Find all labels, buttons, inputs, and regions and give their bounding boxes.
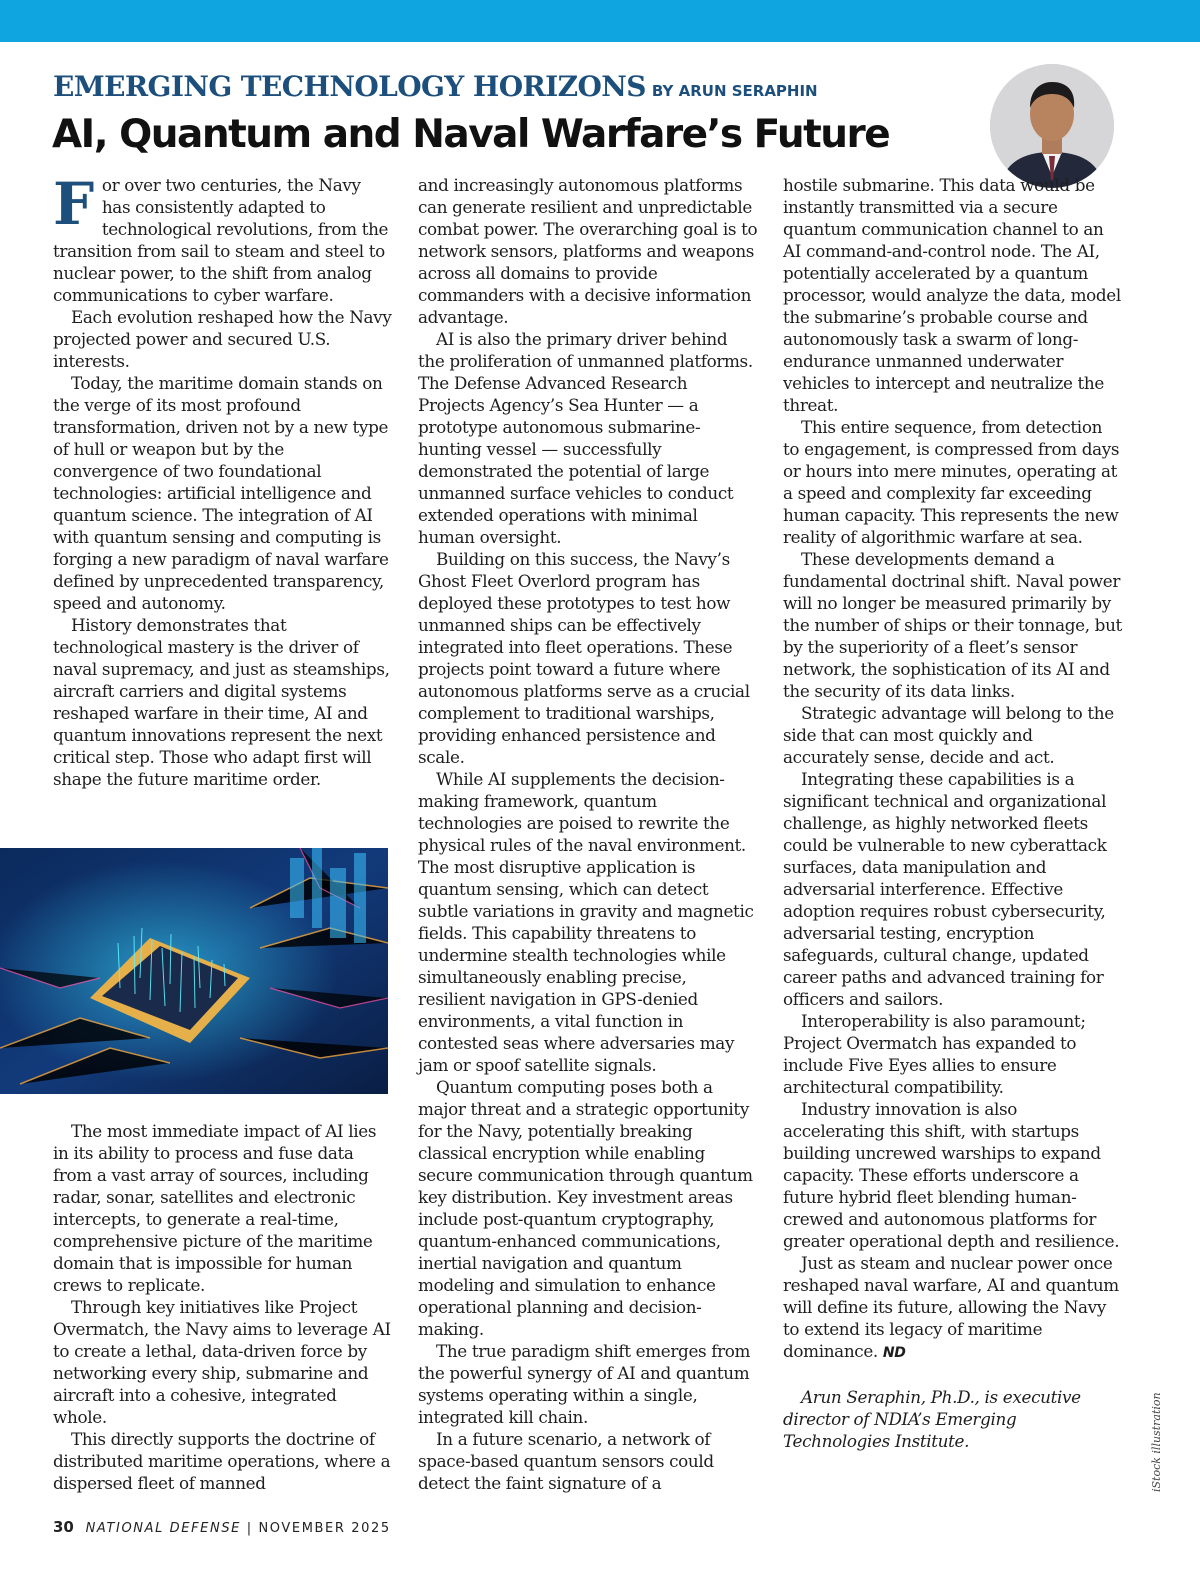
page-footer (53, 1518, 391, 1536)
paragraph: This entire sequence, from detection to engagement, is compressed from days or hours into mere minutes, operating at a speed and complexity far exceeding human capacity. This represents the new reality of algorithmic warfare at sea. (783, 417, 1120, 547)
article-column-1 (53, 170, 393, 790)
paragraph: Each evolution reshaped how the Navy projected power and secured U.S. interests. (53, 307, 392, 371)
quantum-chip-illustration (0, 848, 388, 1094)
paragraph: This directly supports the doctrine of distributed maritime operations, where a dispersed fleet of manned (53, 1429, 391, 1493)
paragraph: Strategic advantage will belong to the side that can most quickly and accurately sense, decide and act. (783, 703, 1114, 767)
article-column-1-lower (53, 1120, 393, 1494)
top-color-bar (0, 0, 1200, 42)
article-column-2 (418, 174, 758, 1494)
article-headline: AI, Quantum and Naval Warfare’s Future (52, 112, 890, 157)
paragraph: The true paradigm shift emerges from the powerful synergy of AI and quantum systems operating within a single, integrated kill chain. (418, 1341, 751, 1427)
end-mark: ND (882, 1345, 906, 1361)
drop-cap: F (53, 170, 94, 238)
paragraph: Integrating these capabilities is a significant technical and organizational challenge, as highly networked fleets could be vulnerable to new cyberattack surfaces, data manipulation and adversarial interference. Effective adoption requires robust cybersecurity, adversarial testing, encryption safeguards, cultural change, updated career paths and advanced training for officers and sailors. (783, 769, 1107, 1009)
paragraph: or over two centuries, the Navy has consistently adapted to technological revolutions, from the transition from sail to steam and steel to nuclear power, to the shift from analog communications to cyber warfare. (53, 175, 389, 305)
closing-paragraph (783, 1252, 1123, 1364)
paragraph: Industry innovation is also accelerating this shift, with startups building uncrewed warships to expand capacity. These efforts underscore a future hybrid fleet blending human-crewed and autonomous platforms for greater operational depth and resilience. (783, 1099, 1120, 1251)
footer-separator: | (246, 1521, 253, 1536)
paragraph: Today, the maritime domain stands on the verge of its most profound transformation, driven not by a new type of hull or weapon but by the convergence of two foundational technologies: artificial intelligence and quantum science. The integration of AI with quantum sensing and computing is forging a new paradigm of naval warfare defined by unprecedented transparency, speed and autonomy. (53, 373, 389, 613)
byline: BY ARUN SERAPHIN (651, 82, 818, 100)
paragraph: AI is also the primary driver behind the proliferation of unmanned platforms. The Defense Advanced Research Projects Agency’s Sea Hunter — a prototype autonomous submarine-hunting vessel — successfully demonstrated the potential of large unmanned surface vehicles to conduct extended operations with minimal human oversight. (418, 329, 753, 547)
paragraph: Building on this success, the Navy’s Ghost Fleet Overlord program has deployed these prototypes to test how unmanned ships can be effectively integrated into fleet operations. These projects point toward a future where autonomous platforms serve as a crucial complement to traditional warships, providing enhanced persistence and scale. (418, 549, 750, 767)
paragraph: hostile submarine. This data would be instantly transmitted via a secure quantum communication channel to an AI command-and-control node. The AI, potentially accelerated by a quantum processor, would analyze the data, model the submarine’s probable course and autonomously task a swarm of long-endurance unmanned underwater vehicles to intercept and neutralize the threat. (783, 175, 1121, 415)
paragraph: The most immediate impact of AI lies in its ability to process and fuse data from a vast array of sources, including radar, sonar, satellites and electronic intercepts, to generate a real-time, comprehensive picture of the maritime domain that is impossible for human crews to replicate. (53, 1121, 377, 1295)
paragraph: and increasingly autonomous platforms can generate resilient and unpredictable combat power. The overarching goal is to network sensors, platforms and weapons across all domains to provide commanders with a decisive information advantage. (418, 175, 758, 327)
author-headshot (990, 64, 1114, 188)
image-credit: iStock illustration (1150, 1392, 1163, 1492)
section-header (53, 70, 818, 103)
paragraph: Quantum computing poses both a major threat and a strategic opportunity for the Navy, potentially breaking classical encryption while enabling secure communication through quantum key distribution. Key investment areas include post-quantum cryptography, quantum-enhanced communications, inertial navigation and quantum modeling and simulation to enhance operational planning and decision-making. (418, 1077, 753, 1339)
paragraph: In a future scenario, a network of space-based quantum sensors could detect the faint signature of a (418, 1429, 714, 1493)
closing-text: Just as steam and nuclear power once reshaped naval warfare, AI and quantum will define its future, allowing the Navy to extend its legacy of maritime dominance. (783, 1253, 1119, 1361)
paragraph: These developments demand a fundamental doctrinal shift. Naval power will no longer be measured primarily by the number of ships or their tonnage, but by the superiority of a fleet’s sensor network, the sophistication of its AI and the security of its data links. (783, 549, 1122, 701)
page-number: 30 (53, 1518, 74, 1536)
article-column-3 (783, 174, 1123, 1452)
column-title: EMERGING TECHNOLOGY HORIZONS (53, 70, 646, 103)
paragraph: Through key initiatives like Project Overmatch, the Navy aims to leverage AI to create a lethal, data-driven force by networking every ship, submarine and aircraft into a cohesive, integrated whole. (53, 1297, 391, 1427)
magazine-name: NATIONAL DEFENSE (85, 1521, 241, 1536)
paragraph: Interoperability is also paramount; Project Overmatch has expanded to include Five Eyes allies to ensure architectural compatibility. (783, 1011, 1086, 1097)
paragraph: While AI supplements the decision-making framework, quantum technologies are poised to rewrite the physical rules of the naval environment. The most disruptive application is quantum sensing, which can detect subtle variations in gravity and magnetic fields. This capability threatens to undermine stealth technologies while simultaneously enabling precise, resilient navigation in GPS-denied environments, a vital function in contested seas where adversaries may jam or spoof satellite signals. (418, 769, 754, 1075)
paragraph: History demonstrates that technological mastery is the driver of naval supremacy, and just as steamships, aircraft carriers and digital systems reshaped warfare in their time, AI and quantum innovations represent the next critical step. Those who adapt first will shape the future maritime order. (53, 615, 390, 789)
author-bio: Arun Seraphin, Ph.D., is executive director of NDIA’s Emerging Technologies Institute. (783, 1387, 1081, 1451)
issue-date: NOVEMBER 2025 (258, 1521, 391, 1536)
